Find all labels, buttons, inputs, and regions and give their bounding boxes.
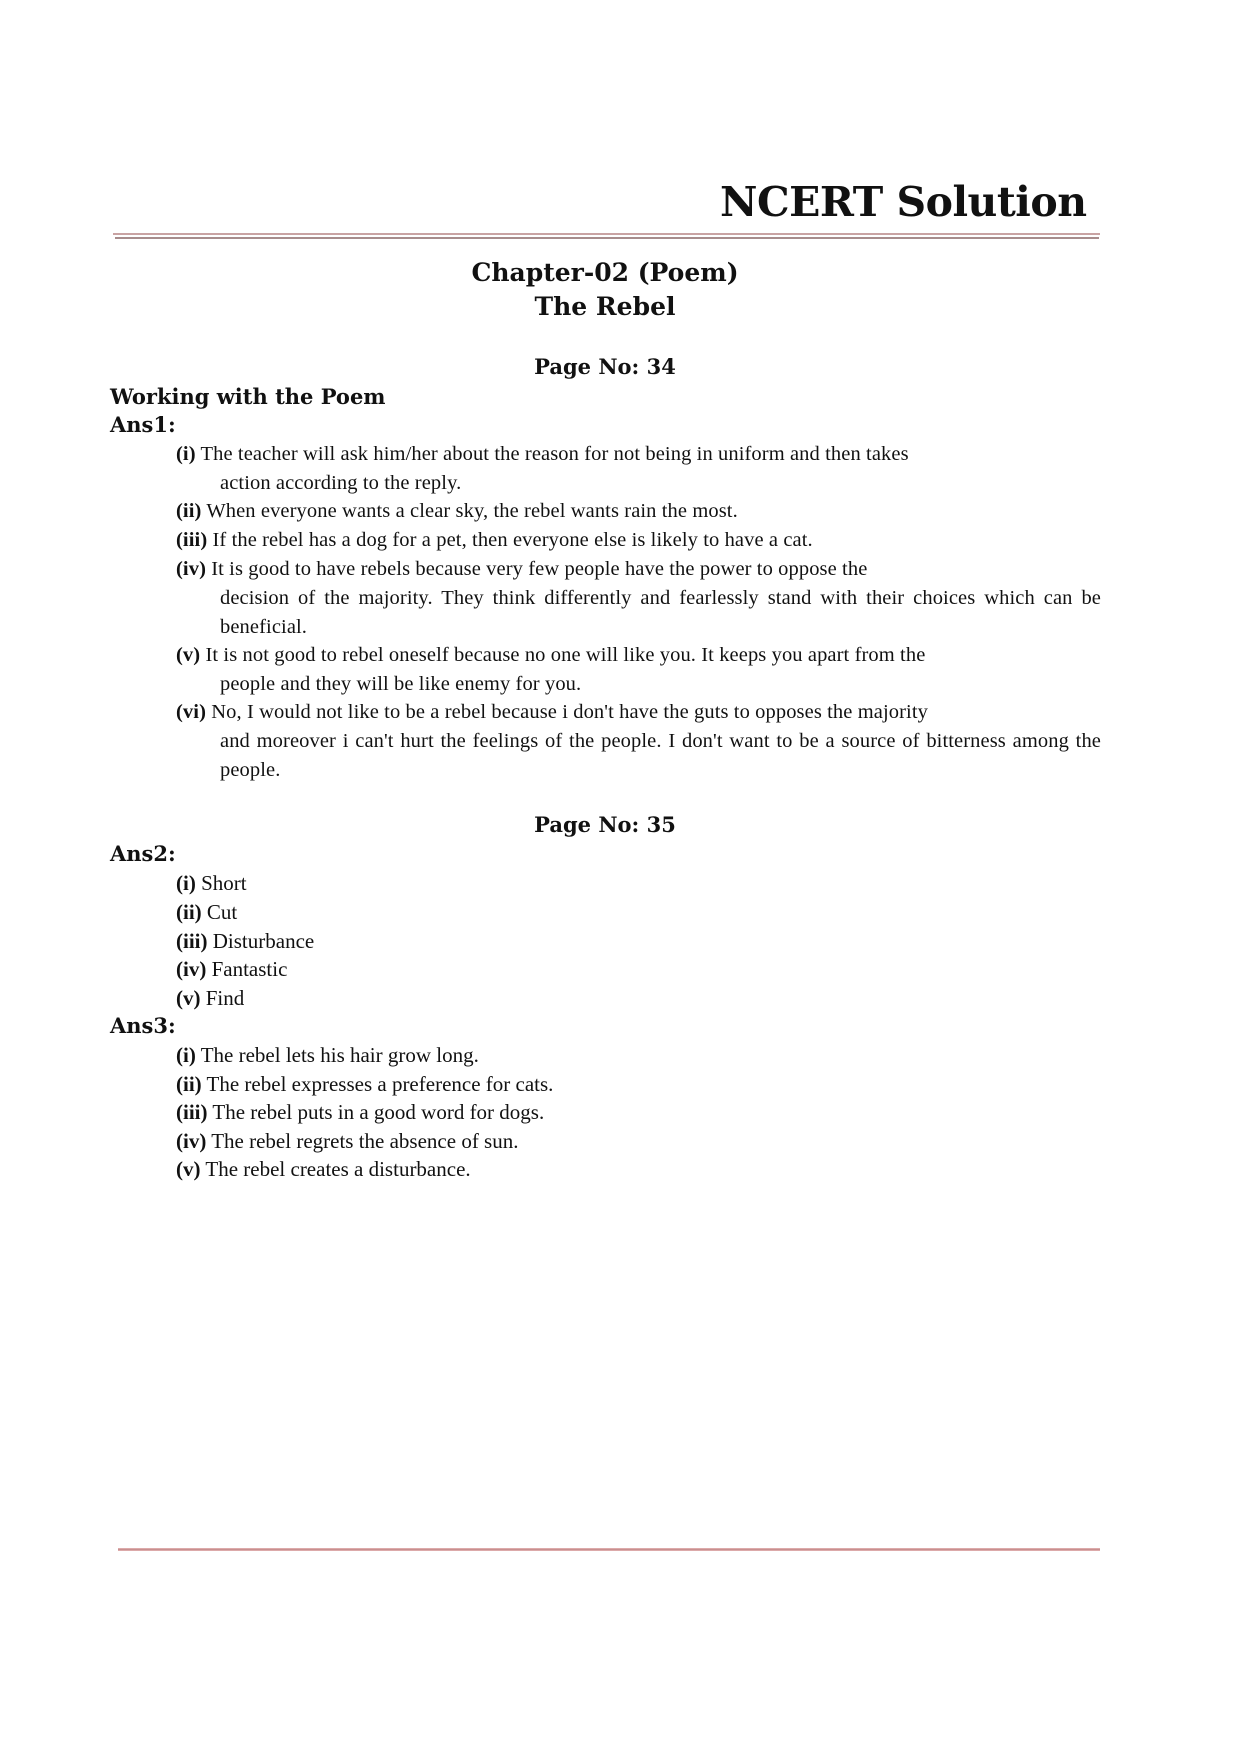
ans2-label: Ans2: [110,841,176,866]
ans2-item [176,898,237,927]
ans1-item [176,526,1101,555]
item-text: It is good to have rebels because very few people have the power to oppose the [211,558,868,580]
ans1-item [176,497,1101,526]
ans2-item [176,869,247,898]
page-number-34: Page No: 34 [534,354,676,379]
item-text: The rebel creates a disturbance. [205,1157,471,1181]
item-number: (i) [176,871,196,895]
poem-title: The Rebel [534,292,676,321]
item-number: (v) [176,986,201,1010]
ans2-item [176,955,287,984]
item-text-continued: people and they will be like enemy for you. [220,672,582,695]
item-text: No, I would not like to be a rebel because i don't have the guts to opposes the majority [211,701,928,723]
item-number: (iv) [176,957,207,981]
item-text: Cut [206,900,238,924]
item-text: The teacher will ask him/her about the reason for not being in uniform and then takes [200,443,909,465]
item-text: The rebel regrets the absence of sun. [211,1129,519,1153]
item-number: (iv) [176,1129,207,1153]
ans3-item [176,1070,553,1099]
ans1-item [176,440,1101,498]
item-number: (v) [176,1157,201,1181]
header-title: NCERT Solution [720,178,1087,226]
item-number: (v) [176,644,201,666]
item-text-continued: action according to the reply. [220,471,462,494]
item-number: (ii) [176,1072,202,1096]
item-number: (vi) [176,701,206,723]
chapter-title: Chapter-02 (Poem) [471,258,739,287]
item-text: The rebel lets his hair grow long. [200,1043,479,1067]
ans3-item [176,1155,471,1184]
ans2-item [176,927,314,956]
header-rule-bottom [115,237,1099,239]
ans3-item [176,1127,518,1156]
ans3-label: Ans3: [110,1013,176,1038]
ans1-label: Ans1: [110,412,176,437]
item-text: It is not good to rebel oneself because no one will like you. It keeps you apart from the [205,644,926,666]
item-text: If the rebel has a dog for a pet, then everyone else is likely to have a cat. [212,529,813,551]
ans2-item [176,984,244,1013]
ans3-item [176,1041,479,1070]
item-number: (ii) [176,900,202,924]
ans1-item [176,698,1101,784]
section-title: Working with the Poem [110,384,386,409]
item-number: (iii) [176,1100,208,1124]
footer-rule [118,1548,1100,1551]
item-number: (i) [176,443,196,465]
item-text: The rebel puts in a good word for dogs. [212,1100,545,1124]
ans3-item [176,1098,544,1127]
item-number: (ii) [176,500,202,522]
ans1-item [176,641,1101,699]
ans1-item [176,555,1101,641]
item-number: (iii) [176,929,208,953]
item-number: (iii) [176,529,208,551]
item-text: Find [205,986,245,1010]
page-number-35: Page No: 35 [534,812,676,837]
item-text: Short [201,871,247,895]
item-number: (i) [176,1043,196,1067]
item-text: Fantastic [211,957,288,981]
item-text-continued: decision of the majority. They think differently and fearlessly stand with their choices which can be beneficial. [220,586,1101,638]
header-rule-top [113,233,1100,235]
item-text-continued: and moreover i can't hurt the feelings of the people. I don't want to be a source of bitterness among the people. [220,729,1101,781]
item-text: Disturbance [212,929,315,953]
item-text: The rebel expresses a preference for cats. [206,1072,554,1096]
item-number: (iv) [176,558,206,580]
item-text: When everyone wants a clear sky, the rebel wants rain the most. [206,500,738,522]
